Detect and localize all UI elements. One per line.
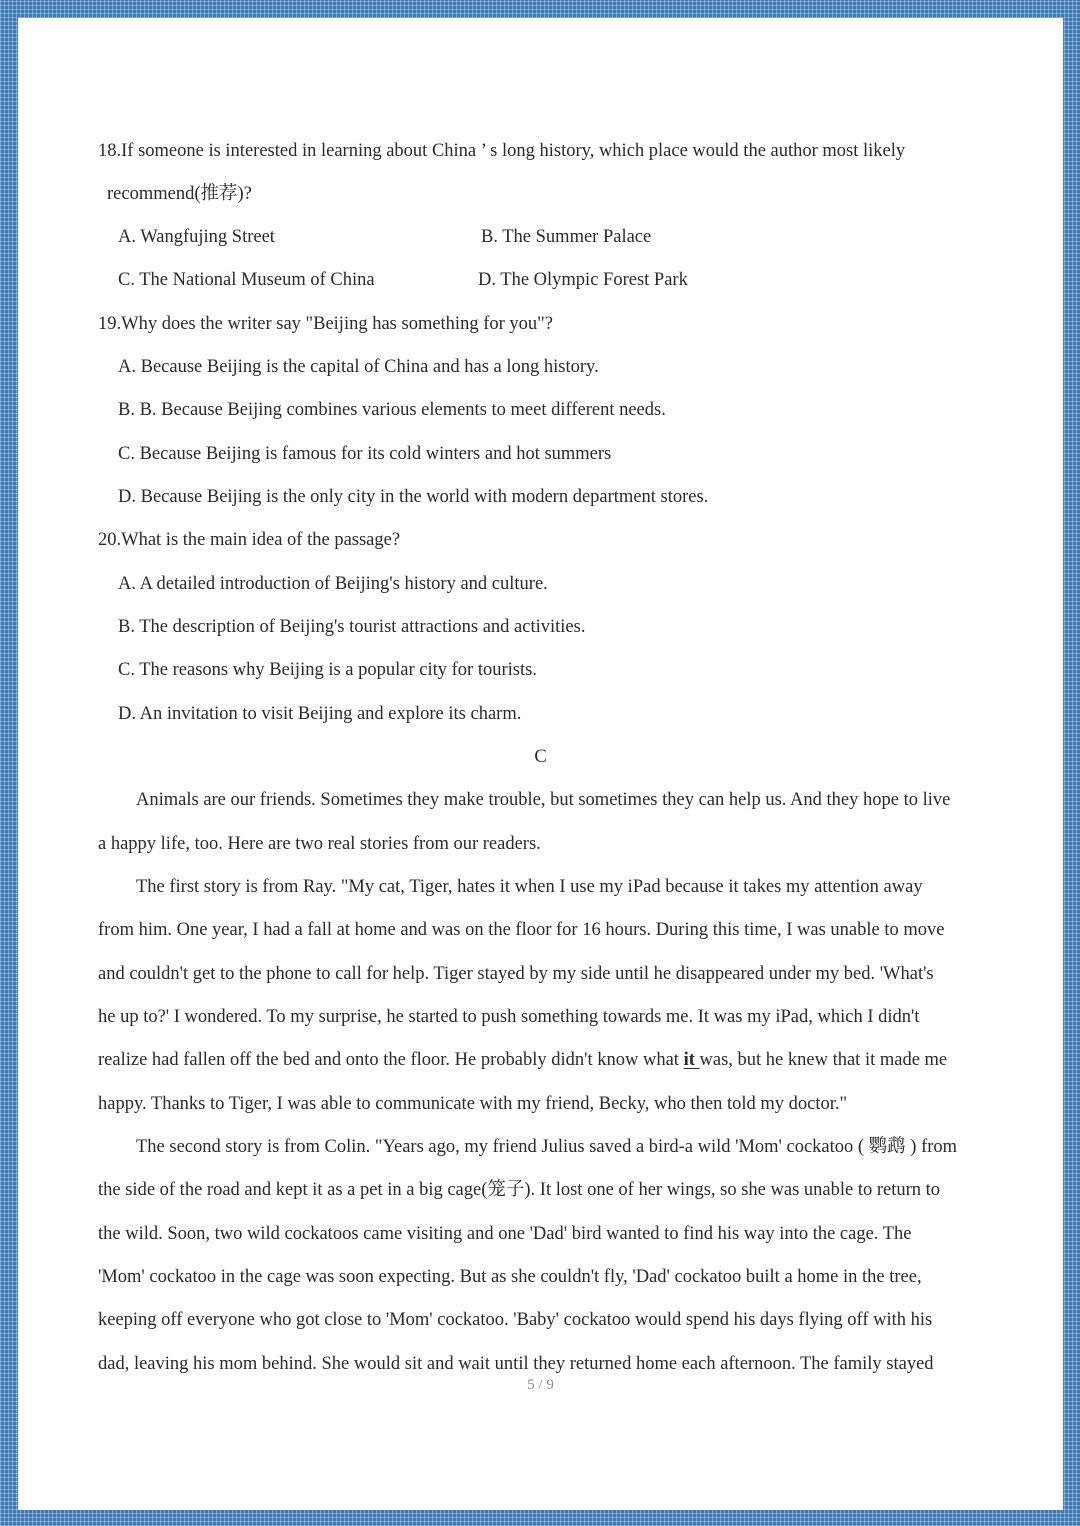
q19-option-c: C. Because Beijing is famous for its cold winters and hot summers <box>118 444 612 464</box>
q19-option-d: D. Because Beijing is the only city in the world with modern department stores. <box>118 487 709 507</box>
q18-option-c: C. The National Museum of China <box>118 270 375 290</box>
q19-option-a: A. Because Beijing is the capital of China and has a long history. <box>118 357 599 377</box>
underlined-word-it: it <box>683 1050 700 1070</box>
passage-text: realize had fallen off the bed and onto the floor. He probably didn't know what <box>98 1050 684 1070</box>
passage-p3-line3: the wild. Soon, two wild cockatoos came visiting and one 'Dad' bird wanted to find his way into the cage. The <box>98 1224 912 1244</box>
passage-p3-line6: dad, leaving his mom behind. She would sit and wait until they returned home each afternoon. The family stayed <box>98 1354 934 1374</box>
passage-p2-line6: happy. Thanks to Tiger, I was able to communicate with my friend, Becky, who then told my doctor." <box>98 1094 848 1114</box>
q18-stem-line1: 18.If someone is interested in learning about China ’ s long history, which place would the author most likely <box>98 141 906 161</box>
passage-p2-line1: The first story is from Ray. "My cat, Tiger, hates it when I use my iPad because it takes my attention away <box>136 877 923 897</box>
q20-option-a: A. A detailed introduction of Beijing's history and culture. <box>118 574 548 594</box>
section-heading: C <box>534 747 547 767</box>
q20-option-d: D. An invitation to visit Beijing and explore its charm. <box>118 704 522 724</box>
document-page <box>18 18 1063 1510</box>
page-number: 5 / 9 <box>527 1377 554 1393</box>
q20-option-b: B. The description of Beijing's tourist attractions and activities. <box>118 617 586 637</box>
q20-stem: 20.What is the main idea of the passage? <box>98 530 401 550</box>
passage-p3-line5: keeping off everyone who got close to 'Mom' cockatoo. 'Baby' cockatoo would spend his days flying off with his <box>98 1310 933 1330</box>
q20-option-c: C. The reasons why Beijing is a popular city for tourists. <box>118 660 537 680</box>
passage-p2-line4: he up to?' I wondered. To my surprise, he started to push something towards me. It was my iPad, which I didn't <box>98 1007 920 1027</box>
passage-p3-line4: 'Mom' cockatoo in the cage was soon expecting. But as she couldn't fly, 'Dad' cockatoo built a home in the tree, <box>98 1267 922 1287</box>
passage-p3-line2: the side of the road and kept it as a pet in a big cage(笼子). It lost one of her wings, so she was unable to return to <box>98 1180 941 1200</box>
q19-stem: 19.Why does the writer say "Beijing has something for you"? <box>98 314 553 334</box>
passage-p1-line2: a happy life, too. Here are two real stories from our readers. <box>98 834 541 854</box>
passage-p2-line5 <box>98 1048 947 1072</box>
q18-stem-line2: recommend(推荐)? <box>107 184 252 204</box>
passage-p3-line1: The second story is from Colin. "Years ago, my friend Julius saved a bird-a wild 'Mom' cockatoo ( 鹦鹉 ) from <box>136 1137 958 1157</box>
q18-option-d: D. The Olympic Forest Park <box>478 270 688 290</box>
passage-text: was, but he knew that it made me <box>699 1050 948 1070</box>
q18-option-a: A. Wangfujing Street <box>118 227 275 247</box>
passage-p2-line2: from him. One year, I had a fall at home and was on the floor for 16 hours. During this time, I was unable to move <box>98 920 945 940</box>
passage-p2-line3: and couldn't get to the phone to call for help. Tiger stayed by my side until he disappeared under my bed. 'What's <box>98 964 934 984</box>
q18-option-b: B. The Summer Palace <box>481 227 652 247</box>
q19-option-b: B. B. Because Beijing combines various elements to meet different needs. <box>118 400 666 420</box>
passage-p1-line1: Animals are our friends. Sometimes they make trouble, but sometimes they can help us. And they hope to live <box>136 790 951 810</box>
